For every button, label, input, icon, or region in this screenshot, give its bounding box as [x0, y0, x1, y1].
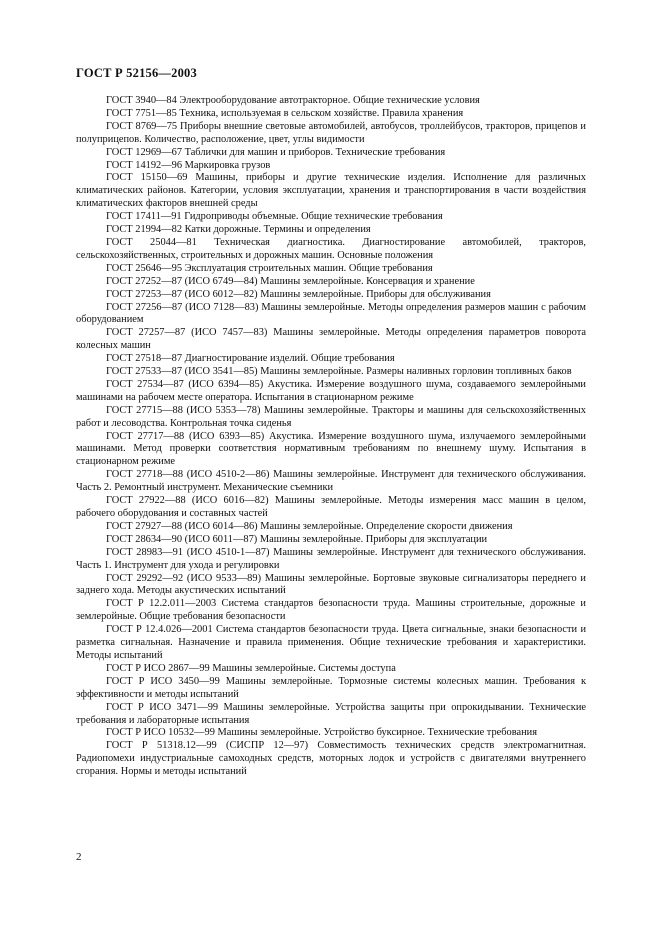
reference-item: ГОСТ 27927—88 (ИСО 6014—86) Машины землеройные. Определение скорости движения	[106, 520, 513, 532]
reference-item: ГОСТ Р 12.2.011—2003 Система стандартов безопасности труда. Машины строительные, дорожные и землеройные. Общие требования безопасности	[76, 598, 586, 623]
reference-item: ГОСТ 27922—88 (ИСО 6016—82) Машины землеройные. Методы измерения масс машин в целом, рабочего оборудования и составных частей	[76, 495, 586, 519]
reference-item: ГОСТ 28634—90 (ИСО 6011—87) Машины землеройные. Приборы для эксплуатации	[106, 533, 488, 545]
reference-item: ГОСТ 27534—87 (ИСО 6394—85) Акустика. Измерение воздушного шума, создаваемого землеройными машинами на рабочем месте оператора. Испытания в стационарном режиме	[76, 378, 586, 403]
reference-item: ГОСТ 29292—92 (ИСО 9533—89) Машины землеройные. Бортовые звуковые сигнализаторы переднего и заднего хода. Методы акустических испытаний	[76, 572, 586, 597]
reference-item: ГОСТ 28983—91 (ИСО 4510-1—87) Машины землеройные. Инструмент для технического обслуживания. Часть 1. Инструмент для ухода и регулировки	[76, 546, 586, 571]
reference-item: ГОСТ 27256—87 (ИСО 7128—83) Машины землеройные. Методы определения размеров машин с рабочим оборудованием	[76, 301, 586, 326]
reference-item: ГОСТ 27253—87 (ИСО 6012—82) Машины землеройные. Приборы для обслуживания	[106, 288, 491, 300]
reference-item: ГОСТ Р 51318.12—99 (СИСПР 12—97) Совместимость технических средств электромагнитная. Радиопомехи индустриальные самоходных средств, моторных лодок и устройств с двигателями внутреннего сгорания. Нормы и методы испытаний	[76, 740, 586, 778]
reference-item: ГОСТ 27252—87 (ИСО 6749—84) Машины землеройные. Консервация и хранение	[106, 275, 475, 287]
reference-item: ГОСТ 27533—87 (ИСО 3541—85) Машины землеройные. Размеры наливных горловин топливных баков	[106, 366, 572, 378]
reference-item: ГОСТ 15150—69 Машины, приборы и другие технические изделия. Исполнение для различных климатических районов. Категории, условия эксплуатации, хранения и транспортирования в части воздействия климатических факторов внешней среды	[76, 172, 586, 210]
reference-item: ГОСТ 25646—95 Эксплуатация строительных машин. Общие требования	[106, 262, 433, 274]
reference-item: ГОСТ 27715—88 (ИСО 5353—78) Машины землеройные. Тракторы и машины для сельскохозяйственных работ и лесоводства. Контрольная точка сиденья	[76, 404, 586, 429]
reference-item: ГОСТ 12969—67 Таблички для машин и приборов. Технические требования	[106, 146, 446, 158]
document-header: ГОСТ Р 52156—2003	[76, 66, 197, 80]
page-number: 2	[76, 851, 82, 863]
reference-item: ГОСТ Р 12.4.026—2001 Система стандартов безопасности труда. Цвета сигнальные, знаки безопасности и разметка сигнальная. Назначение и правила применения. Общие технические требования и характеристики. Методы испытаний	[76, 624, 586, 661]
reference-item: ГОСТ 21994—82 Катки дорожные. Термины и определения	[106, 224, 371, 236]
reference-item: ГОСТ 27257—87 (ИСО 7457—83) Машины землеройные. Методы определения параметров поворота колесных машин	[76, 327, 586, 352]
reference-item: ГОСТ 7751—85 Техника, используемая в сельском хозяйстве. Правила хранения	[106, 107, 464, 119]
reference-list	[76, 95, 586, 779]
reference-item: ГОСТ 14192—96 Маркировка грузов	[106, 159, 271, 171]
reference-item: ГОСТ 27718—88 (ИСО 4510-2—86) Машины землеройные. Инструмент для технического обслуживания. Часть 2. Ремонтный инструмент. Механические съемники	[76, 469, 586, 494]
reference-item: ГОСТ Р ИСО 3450—99 Машины землеройные. Тормозные системы колесных машин. Требования к эффективности и методы испытаний	[76, 675, 586, 700]
reference-item: ГОСТ 8769—75 Приборы внешние световые автомобилей, автобусов, троллейбусов, тракторов, прицепов и полуприцепов. Количество, расположение, цвет, углы видимости	[76, 120, 586, 145]
reference-item: ГОСТ 25044—81 Техническая диагностика. Диагностирование автомобилей, тракторов, сельскохозяйственных, строительных и дорожных машин. Основные положения	[76, 236, 586, 261]
reference-item: ГОСТ 27717—88 (ИСО 6393—85) Акустика. Измерение воздушного шума, излучаемого землеройными машинами. Метод проверки соответствия нормативным требованиям по внешнему шуму. Испытания в стационарном режиме	[76, 430, 586, 468]
reference-item: ГОСТ Р ИСО 10532—99 Машины землеройные. Устройство буксирное. Технические требования	[106, 727, 538, 739]
reference-item: ГОСТ 17411—91 Гидроприводы объемные. Общие технические требования	[106, 211, 443, 223]
reference-item: ГОСТ Р ИСО 2867—99 Машины землеройные. Системы доступа	[106, 662, 396, 674]
reference-item: ГОСТ 3940—84 Электрооборудование автотракторное. Общие технические условия	[106, 95, 480, 106]
reference-item: ГОСТ Р ИСО 3471—99 Машины землеройные. Устройства защиты при опрокидывании. Технические требования и лабораторные испытания	[76, 701, 586, 726]
reference-item: ГОСТ 27518—87 Диагностирование изделий. Общие требования	[106, 353, 395, 365]
